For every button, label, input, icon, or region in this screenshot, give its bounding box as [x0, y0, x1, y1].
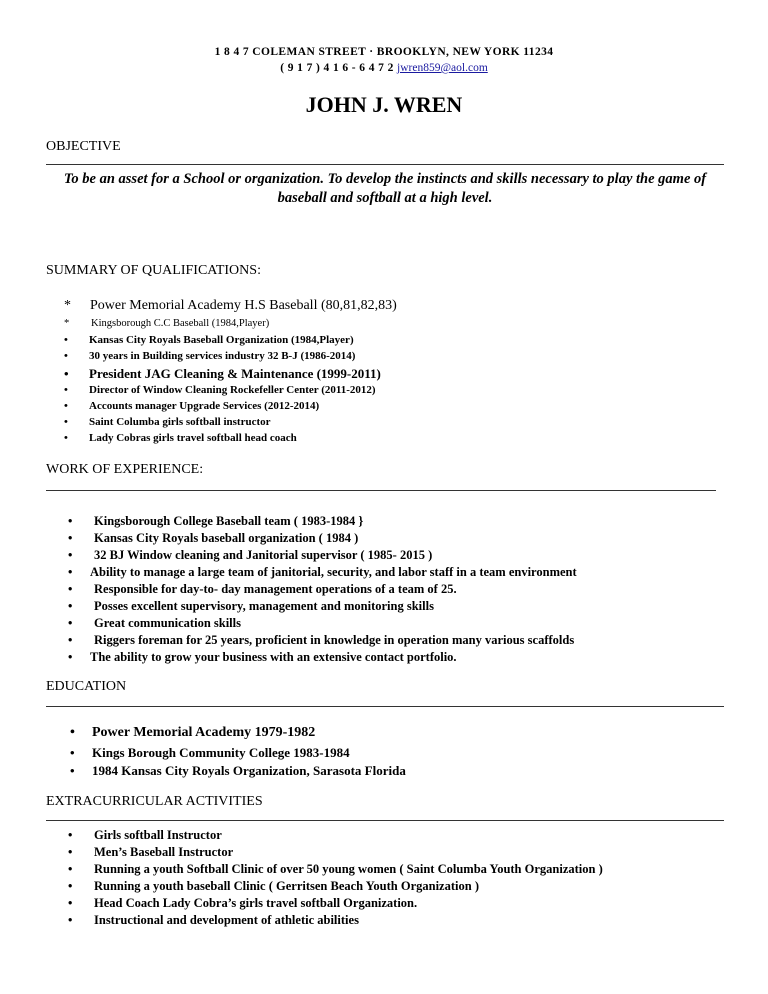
list-item	[68, 547, 577, 564]
list-item	[68, 598, 577, 615]
list-item-text: Girls softball Instructor	[94, 828, 222, 842]
education-list	[70, 725, 406, 781]
list-item	[68, 564, 577, 581]
summary-heading: SUMMARY OF QUALIFICATIONS:	[46, 263, 261, 278]
list-item	[64, 366, 397, 384]
bullet-icon: •	[68, 565, 73, 579]
list-item-text: Kingsborough C.C Baseball (1984,Player)	[91, 318, 270, 329]
list-item-text: Director of Window Cleaning Rockefeller Center (2011-2012)	[89, 384, 376, 396]
bullet-icon: •	[70, 725, 75, 740]
bullet-icon: •	[64, 366, 69, 381]
list-item-text: Men’s Baseball Instructor	[94, 845, 234, 859]
bullet-icon: •	[68, 514, 73, 528]
bullet-icon: •	[68, 828, 73, 842]
list-item-text: Kingsborough College Baseball team ( 1983-1984 }	[94, 514, 364, 528]
list-item-text: Great communication skills	[94, 616, 241, 630]
list-item	[68, 513, 577, 530]
list-item-text: Lady Cobras girls travel softball head coach	[89, 432, 297, 444]
experience-heading: WORK OF EXPERIENCE:	[46, 462, 204, 477]
list-item-text: Running a youth baseball Clinic ( Gerritsen Beach Youth Organization )	[94, 879, 479, 893]
education-divider	[46, 706, 724, 707]
list-item	[64, 298, 397, 318]
bullet-icon: •	[68, 896, 73, 910]
list-item-text: The ability to grow your business with an extensive contact portfolio.	[90, 650, 457, 664]
list-item-text: Kansas City Royals baseball organization ( 1984 )	[94, 531, 359, 545]
list-item	[68, 861, 603, 878]
list-item-text: Riggers foreman for 25 years, proficient in knowledge in operation many various scaffolds	[94, 633, 575, 647]
extracurricular-heading: EXTRACURRICULAR ACTIVITIES	[46, 794, 263, 809]
list-item	[64, 350, 397, 366]
list-item-text: Power Memorial Academy 1979-1982	[92, 725, 316, 740]
bullet-icon: •	[68, 548, 73, 562]
address-line: 1 8 4 7 COLEMAN STREET · BROOKLYN, NEW YORK 11234	[214, 46, 554, 58]
list-item	[68, 827, 603, 844]
list-item	[64, 400, 397, 416]
list-item	[64, 318, 397, 334]
list-item-text: President JAG Cleaning & Maintenance (1999-2011)	[89, 366, 381, 381]
objective-divider	[46, 164, 724, 165]
list-item-text: 30 years in Building services industry 32 B-J (1986-2014)	[89, 350, 356, 362]
list-item-text: Saint Columba girls softball instructor	[89, 416, 271, 428]
bullet-icon: •	[68, 633, 73, 647]
list-item	[68, 530, 577, 547]
email-link[interactable]: jwren859@aol.com	[397, 62, 488, 74]
objective-text: To be an asset for a School or organization. To develop the instincts and skills necessary to play the game of baseball and softball at a high level.	[63, 171, 707, 206]
list-item-text: 32 BJ Window cleaning and Janitorial supervisor ( 1985- 2015 )	[94, 548, 433, 562]
list-item	[68, 615, 577, 632]
list-item	[68, 581, 577, 598]
experience-list	[68, 513, 577, 666]
list-item-text: Running a youth Softball Clinic of over 50 young women ( Saint Columba Youth Organization )	[94, 862, 603, 876]
list-item-text: Responsible for day-to- day management operations of a team of 25.	[94, 582, 457, 596]
education-heading: EDUCATION	[46, 679, 127, 694]
bullet-icon: •	[64, 384, 68, 396]
bullet-icon: •	[64, 334, 68, 346]
list-item-text: Kansas City Royals Baseball Organization (1984,Player)	[89, 334, 354, 346]
list-item-text: Posses excellent supervisory, management and monitoring skills	[94, 599, 434, 613]
bullet-icon: *	[64, 318, 70, 329]
bullet-icon: •	[68, 862, 73, 876]
objective-heading: OBJECTIVE	[46, 139, 121, 154]
list-item	[70, 745, 406, 763]
list-item-text: Instructional and development of athletic abilities	[94, 913, 359, 927]
bullet-icon: •	[64, 432, 68, 444]
bullet-icon: •	[68, 616, 73, 630]
list-item	[64, 334, 397, 350]
candidate-name: JOHN J. WREN	[305, 92, 463, 117]
list-item	[68, 632, 577, 649]
list-item	[68, 912, 603, 929]
list-item	[68, 844, 603, 861]
bullet-icon: •	[68, 599, 73, 613]
list-item-text: Head Coach Lady Cobra’s girls travel softball Organization.	[94, 896, 418, 910]
bullet-icon: •	[70, 745, 75, 760]
list-item-text: Power Memorial Academy H.S Baseball (80,81,82,83)	[90, 298, 397, 313]
bullet-icon: •	[68, 913, 73, 927]
bullet-icon: •	[64, 400, 68, 412]
summary-list	[64, 298, 397, 448]
list-item	[68, 895, 603, 912]
bullet-icon: •	[64, 416, 68, 428]
list-item-text: 1984 Kansas City Royals Organization, Sarasota Florida	[92, 763, 406, 778]
phone-number: ( 9 1 7 ) 4 1 6 - 6 4 7 2	[280, 62, 394, 74]
experience-divider	[46, 490, 716, 491]
list-item	[70, 725, 406, 745]
list-item	[64, 416, 397, 432]
bullet-icon: •	[68, 582, 73, 596]
bullet-icon: *	[64, 298, 71, 313]
extracurricular-list	[68, 827, 603, 929]
bullet-icon: •	[68, 845, 73, 859]
list-item-text: Accounts manager Upgrade Services (2012-2014)	[89, 400, 320, 412]
list-item-text: Ability to manage a large team of janitorial, security, and labor staff in a team environment	[90, 565, 577, 579]
list-item	[68, 878, 603, 895]
list-item	[64, 432, 397, 448]
list-item	[68, 649, 577, 666]
list-item	[64, 384, 397, 400]
bullet-icon: •	[68, 531, 73, 545]
bullet-icon: •	[64, 350, 68, 362]
list-item	[70, 763, 406, 781]
extracurricular-divider	[46, 820, 724, 821]
list-item-text: Kings Borough Community College 1983-1984	[92, 745, 350, 760]
contact-line	[0, 62, 768, 74]
bullet-icon: •	[68, 650, 73, 664]
bullet-icon: •	[70, 763, 75, 778]
bullet-icon: •	[68, 879, 73, 893]
